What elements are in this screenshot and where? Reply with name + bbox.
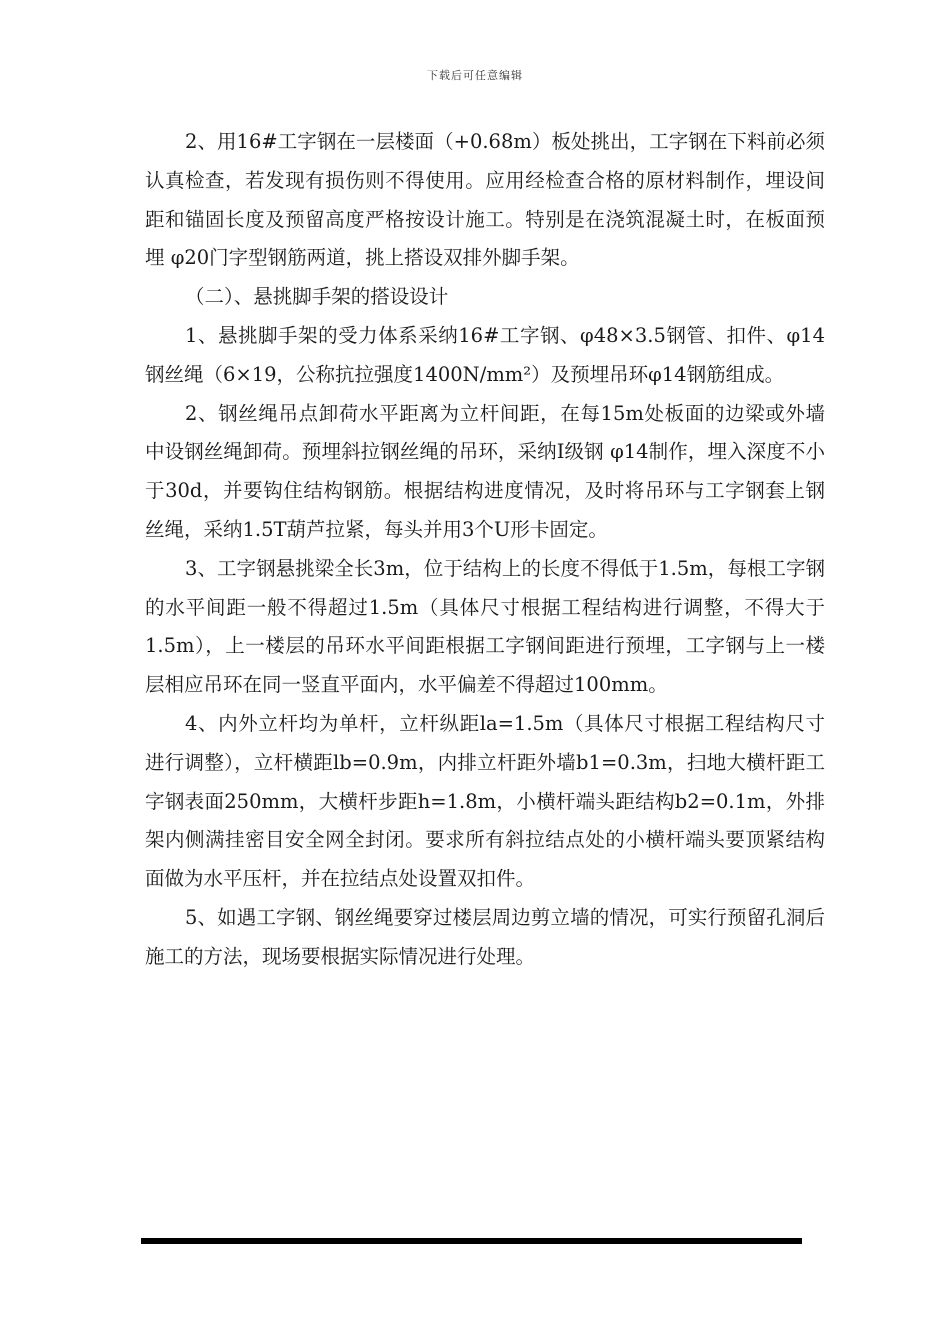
document-body xyxy=(145,123,825,977)
paragraph-item-1-force-system: 1、悬挑脚手架的受力体系采纳16#工字钢、φ48×3.5钢管、扣件、φ14钢丝绳（6×19，公称抗拉强度1400N/mm²）及预埋吊环φ14钢筋组成。 xyxy=(145,323,825,386)
paragraph-item-4-poles: 4、内外立杆均为单杆，立杆纵距la=1.5m（具体尺寸根据工程结构尺寸进行调整），立杆横距lb=0.9m，内排立杆距外墙b1=0.3m，扫地大横杆距工字钢表面250mm，大横杆步距h=1.8m，小横杆端头距结构b2=0.1m，外排架内侧满挂密目安全网全封闭。要求所有斜拉结点处的小横杆端头要顶紧结构面做为水平压杆，并在拉结点处设置双扣件。 xyxy=(145,711,825,891)
footer-rule xyxy=(141,1238,802,1244)
page-header: 下载后可任意编辑 xyxy=(427,69,523,82)
paragraph-item-3-cantilever-beam: 3、工字钢悬挑梁全长3m，位于结构上的长度不得低于1.5m，每根工字钢的水平间距一般不得超过1.5m（具体尺寸根据工程结构进行调整，不得大于1.5m），上一楼层的吊环水平间距根据工字钢间距进行预埋，工字钢与上一楼层相应吊环在同一竖直平面内，水平偏差不得超过100mm。 xyxy=(145,556,825,697)
paragraph-item-5-walls: 5、如遇工字钢、钢丝绳要穿过楼层周边剪立墙的情况，可实行预留孔洞后施工的方法，现场要根据实际情况进行处理。 xyxy=(145,905,825,968)
paragraph-item-2-wire-rope: 2、钢丝绳吊点卸荷水平距离为立杆间距，在每15m处板面的边梁或外墙中设钢丝绳卸荷。预埋斜拉钢丝绳的吊环，采纳Ⅰ级钢 φ14制作，埋入深度不小于30d，并要钩住结构钢筋。根据结构进度情况，及时将吊环与工字钢套上钢丝绳，采纳1.5T葫芦拉紧，每头并用3个U形卡固定。 xyxy=(145,401,825,541)
paragraph-item-2-anchoring: 2、用16#工字钢在一层楼面（+0.68m）板处挑出，工字钢在下料前必须认真检查，若发现有损伤则不得使用。应用经检查合格的原材料制作，埋设间距和锚固长度及预留高度严格按设计施工。特别是在浇筑混凝土时，在板面预埋 φ20门字型钢筋两道，挑上搭设双排外脚手架。 xyxy=(145,130,825,270)
section-heading-scaffold-design: （二）、悬挑脚手架的搭设设计 xyxy=(185,285,449,309)
